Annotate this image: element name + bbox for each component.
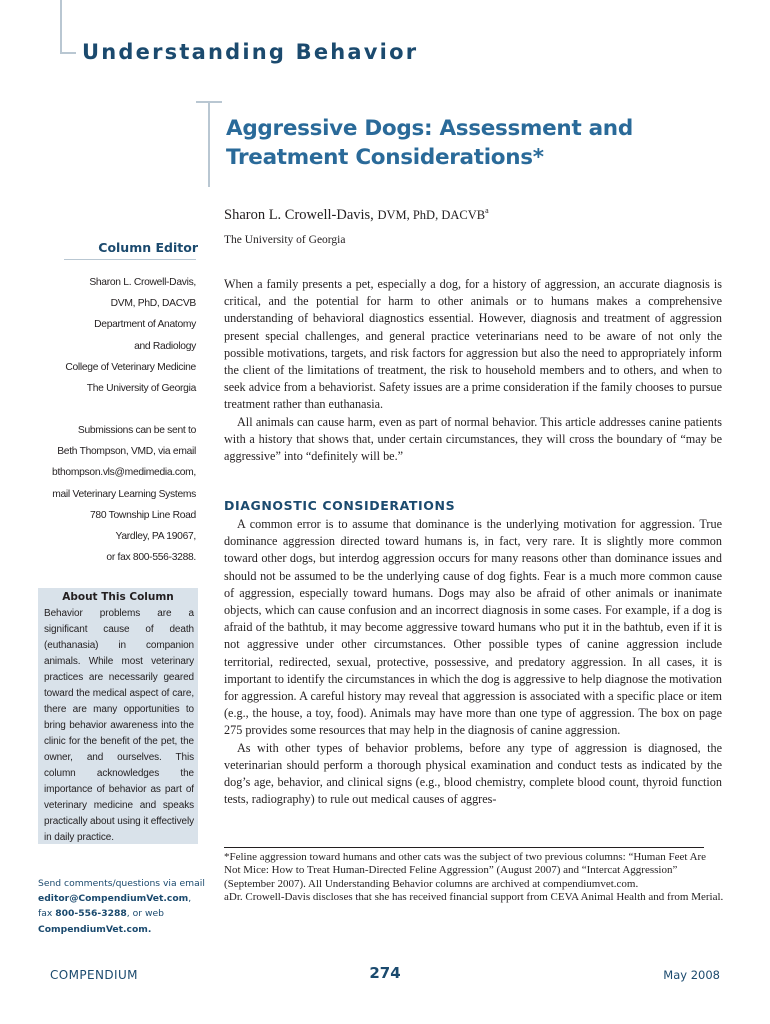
editor-line: DVM, PhD, DACVB <box>110 298 196 310</box>
column-editor-heading: Column Editor <box>98 240 198 255</box>
footnote: aDr. Crowell-Davis discloses that she has received financial support from CEVA Animal Health and from Merial. <box>224 891 724 904</box>
contact-web-link[interactable]: CompendiumVet.com. <box>38 923 152 935</box>
editor-line: The University of Georgia <box>86 383 196 395</box>
editor-line: Sharon L. Crowell-Davis, <box>89 277 196 288</box>
section-heading: DIAGNOSTIC CONSIDERATIONS <box>224 498 456 513</box>
submission-line: Yardley, PA 19067, <box>115 531 196 543</box>
issue-date: May 2008 <box>663 968 720 982</box>
footnote-rule <box>224 847 704 848</box>
editor-line: Department of Anatomy <box>94 319 196 331</box>
body-paragraph: As with other types of behavior problems, before any type of aggression is diagnosed, the veterinarian should perform a thorough physical examination and conduct tests as indicated by the dog’s age, behavior, and clinical signs (e.g., blood chemistry, complete blood count, thyroid function tests, radiography) to rule out medical causes of aggres- <box>224 740 722 807</box>
about-column-heading: About This Column <box>62 591 174 603</box>
intro-paragraph: All animals can cause harm, even as part of normal behavior. This article addresses canine patients with a history that shows that, under certain circumstances, they will cross the boundary of “may be aggressive” into “definitely will be.” <box>224 414 722 464</box>
author-credentials: DVM, PhD, DACVB <box>377 207 486 222</box>
top-bracket-line <box>60 0 62 52</box>
author-line <box>224 206 489 224</box>
contact-email-link[interactable]: editor@CompendiumVet.com <box>38 893 189 905</box>
article-title: Aggressive Dogs: Assessment and Treatment Considerations* <box>226 116 633 170</box>
page-number: 274 <box>369 964 401 982</box>
author-affiliation: The University of Georgia <box>224 234 346 246</box>
editor-line: and Radiology <box>134 340 196 352</box>
contact-web-label: , or web <box>126 908 164 920</box>
footnotes <box>224 851 724 905</box>
submission-line: 780 Township Line Road <box>90 509 196 521</box>
submission-line: bthompson.vls@medimedia.com, <box>52 467 196 479</box>
title-bracket-line <box>208 101 210 187</box>
editor-info <box>46 272 196 399</box>
contact-info: Send comments/questions via email editor@CompendiumVet.com, fax 800-556-3288, or web CompendiumVet.com. <box>38 876 208 937</box>
contact-fax-number: 800-556-3288 <box>55 908 127 920</box>
submission-line: Beth Thompson, VMD, via email <box>57 446 196 458</box>
section-title: Understanding Behavior <box>82 40 419 64</box>
body-paragraph: A common error is to assume that dominance is the underlying motivation for aggression. True dominance aggression directed toward humans is, in fact, very rare. It is slightly more common toward other dogs, but interdog aggression occurs for many reasons other than dominance issues and should not be assumed to be the underlying cause of dog fights. Fear is a much more common cause of aggression, especially toward humans. Dogs may also be afraid of other animals or inanimate objects, which can cause confusion and an incorrect diagnosis in some cases. For example, if a dog is afraid of the bathtub, it may become aggressive toward humans who put it in the bathtub, even if it is not aggressive under other circumstances. Other possible types of canine aggression include territorial, redirected, sexual, protective, possessive, and predatory aggression. In all cases, it is important to identify the circumstances in which the dog is aggressive to help diagnose the motivation for aggression. A careful history may reveal that aggression is associated with a specific place or item (e.g., the house, a toy, food). Animals may have more than one type of aggression. The box on page 275 provides some resources that may help in the diagnosis of canine aggression. <box>224 517 722 738</box>
submission-line: or fax 800-556-3288. <box>106 552 196 564</box>
submission-line: Submissions can be sent to <box>77 425 196 436</box>
about-column-text: Behavior problems are a significant cause of death (euthanasia) in companion animals. While most veterinary practices are necessarily geared toward the medical aspect of care, there are many opportunities to bring behavior awareness into the clinic for the benefit of the pet, the owner, and ourselves. This column acknowledges the importance of behavior as part of veterinary medicine and speaks practically about using it effectively in daily practice. <box>44 608 194 843</box>
top-bracket-line <box>60 52 76 54</box>
footnote: *Feline aggression toward humans and other cats was the subject of two previous columns: “Human Feet Are Not Mice: How to Treat Human-Directed Feline Aggression” (August 2007) and “Intercat Aggression” (September 2007). All Understanding Behavior columns are archived at compendiumvet.com. <box>224 851 707 890</box>
column-editor-rule <box>64 259 196 260</box>
author-name: Sharon L. Crowell-Davis, <box>224 206 374 223</box>
author-footnote-mark: a <box>485 206 489 215</box>
contact-line: Send comments/questions via email <box>38 878 205 889</box>
contact-fax-label: fax <box>38 908 53 920</box>
intro-text <box>224 276 722 465</box>
submission-line: mail Veterinary Learning Systems <box>52 488 196 500</box>
editor-line: College of Veterinary Medicine <box>65 361 196 373</box>
journal-name: COMPENDIUM <box>50 968 138 982</box>
intro-paragraph: When a family presents a pet, especially a dog, for a history of aggression, an accurate diagnosis is critical, and the potential for harm to other animals or to humans makes a comprehensive understanding of behavioral diagnostics essential. However, diagnosis and treatment of aggression present special challenges, and general practice veterinarians need to be aware of not only the possible motivations, targets, and risk factors for aggression but also the need to appropriately inform the client of the limitations of treatment, the risk to household members and to others, and when to seek advice from a behaviorist. Safety issues are a prime consideration if the family chooses to pursue treatment rather than euthanasia. <box>224 277 722 412</box>
diagnostic-text <box>224 516 722 808</box>
title-bracket-line <box>196 101 222 103</box>
submission-info <box>46 420 196 568</box>
